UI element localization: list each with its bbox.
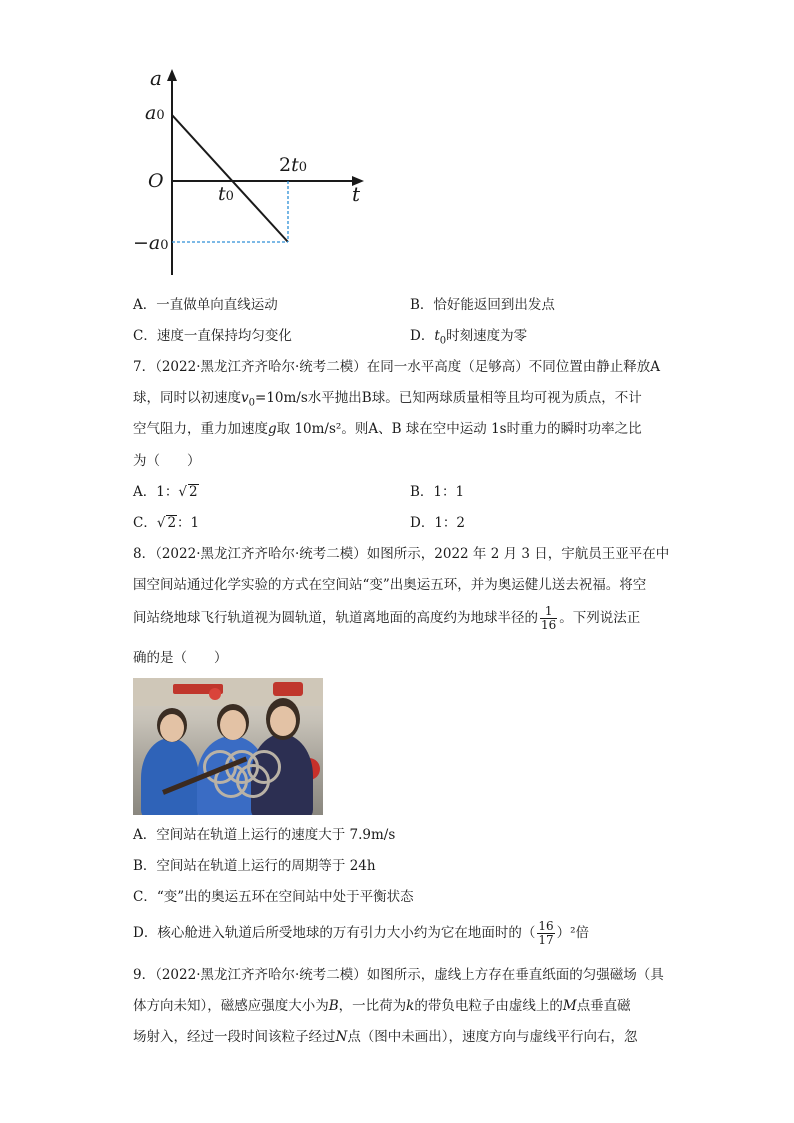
astronauts-photo bbox=[133, 678, 323, 815]
graph-label-2t0: 2t0 bbox=[279, 154, 308, 176]
q8-line-4: 确的是（ ） bbox=[133, 650, 228, 666]
q8-option-d[interactable]: D．核心舱进入轨道后所受地球的万有引力大小约为它在地面时的（ $\frac{16}{17}$ ）²倍 bbox=[133, 919, 590, 947]
q7-line-2: 球，同时以初速度$v_0=10m/s$水平抛出B球。已知两球质量相等且均可视为质点，不计 bbox=[133, 390, 642, 409]
q7-option-a[interactable]: A．1：√ 2 bbox=[133, 484, 198, 500]
q7-line-1: 7．（2022·黑龙江齐齐哈尔·统考二模）在同一水平高度（足够高）不同位置由静止释放A bbox=[133, 359, 661, 375]
acceleration-line bbox=[172, 115, 288, 242]
q7-option-b[interactable]: B．1：1 bbox=[410, 484, 465, 500]
q8-line-2: 国空间站通过化学实验的方式在空间站“变”出奥运五环，并为奥运健儿送去祝福。将空 bbox=[133, 577, 647, 593]
q8-option-a[interactable]: A．空间站在轨道上运行的速度大于 7.9m/s bbox=[133, 827, 396, 843]
q6-option-c[interactable]: C．速度一直保持均匀变化 bbox=[133, 328, 292, 344]
q7-line-4: 为（ ） bbox=[133, 453, 201, 469]
q9-line-2: 体方向未知），磁感应强度大小为B，一比荷为k的带负电粒子由虚线上的M点垂直磁 bbox=[133, 998, 631, 1014]
q7-line-3: 空气阻力，重力加速度g取 10m/s²。则A、B 球在空中运动 1s时重力的瞬时功率之比 bbox=[133, 421, 642, 437]
q6-option-d-text: 时刻速度为零 bbox=[446, 328, 528, 344]
q7-option-d[interactable]: D．1：2 bbox=[410, 515, 466, 531]
q8-option-b[interactable]: B．空间站在轨道上运行的周期等于 24h bbox=[133, 858, 376, 874]
graph-label-t0: t0 bbox=[218, 183, 234, 205]
graph-label-a: a bbox=[150, 66, 162, 90]
q9-line-3: 场射入，经过一段时间该粒子经过N点（图中未画出），速度方向与虚线平行向右，忽 bbox=[133, 1029, 638, 1045]
graph-label-t: t bbox=[352, 182, 361, 206]
q6-option-d-sub: 0 bbox=[439, 335, 447, 347]
graph-label-origin: O bbox=[148, 170, 164, 192]
q6-option-d-var: t bbox=[434, 328, 440, 344]
q6-option-d-letter: D． bbox=[410, 328, 435, 344]
y-axis-arrow bbox=[167, 69, 177, 81]
q8-line-1: 8．（2022·黑龙江齐齐哈尔·统考二模）如图所示，2022 年 2 月 3 日，宇航员王亚平在中 bbox=[133, 546, 670, 562]
q9-line-1: 9．（2022·黑龙江齐齐哈尔·统考二模）如图所示，虚线上方存在垂直纸面的匀强磁场（具 bbox=[133, 967, 664, 983]
graph-label-neg-a0: −a0 bbox=[133, 232, 169, 254]
q6-option-d[interactable] bbox=[410, 328, 527, 350]
q8-option-c[interactable]: C．“变”出的奥运五环在空间站中处于平衡状态 bbox=[133, 889, 414, 905]
q8-line-3: 间站绕地球飞行轨道视为圆轨道，轨道离地面的高度约为地球半径的 $\frac{1}{16}$ 。下列说法正 bbox=[133, 604, 641, 632]
q6-option-b[interactable]: B．恰好能返回到出发点 bbox=[410, 297, 555, 313]
graph-label-a0: a0 bbox=[145, 102, 165, 124]
acceleration-time-graph bbox=[140, 65, 380, 280]
q7-option-c[interactable]: C．√ 2：1 bbox=[133, 515, 200, 531]
q6-option-a[interactable]: A．一直做单向直线运动 bbox=[133, 297, 278, 313]
